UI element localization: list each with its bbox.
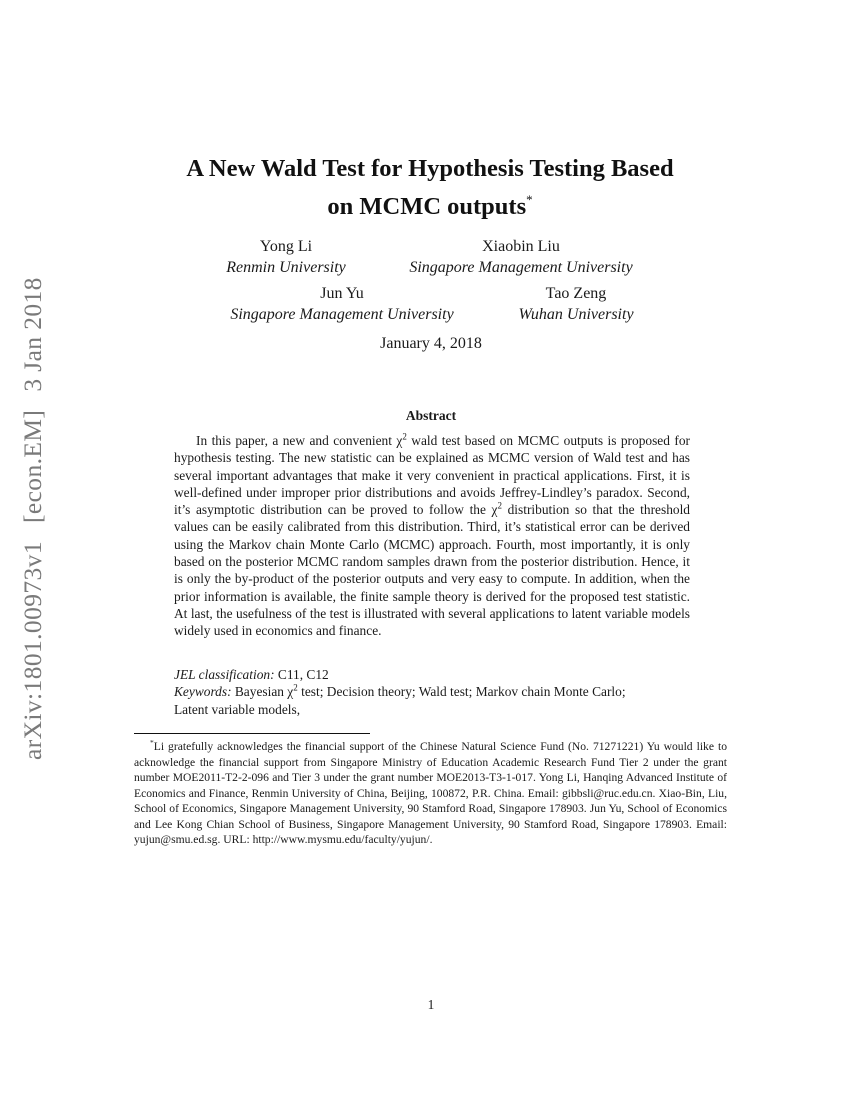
chi-squared-superscript: 2 <box>497 500 502 511</box>
keywords-label: Keywords: <box>174 684 232 700</box>
author-block <box>218 283 466 325</box>
paper-date: January 4, 2018 <box>380 335 482 352</box>
author-name: Yong Li <box>259 238 313 255</box>
abstract-part-1: In this paper, a new and convenient χ <box>196 433 403 448</box>
arxiv-identifier-stamp <box>18 255 48 760</box>
author-affiliation: Wuhan University <box>518 306 634 323</box>
author-name: Jun Yu <box>320 285 364 302</box>
arxiv-date: 3 Jan 2018 <box>18 277 47 392</box>
keywords-line-2: Latent variable models, <box>174 701 301 717</box>
title-line-1: A New Wald Test for Hypothesis Testing Based <box>186 155 674 182</box>
jel-value: C11, C12 <box>274 667 329 682</box>
chi-squared-superscript: 2 <box>402 431 407 442</box>
author-name: Tao Zeng <box>545 285 607 302</box>
classification-block <box>174 666 714 718</box>
abstract-part-2: wald test based on MCMC outputs is proposed for hypothesis testing. The new statistic can be explained as MCMC version of Wald test and has several important advantages that make it very convenient in practical applications. First, it is well-defined under improper prior distributions and avoids Jeffrey-Lindley’s paradox. Second, it’s asymptotic distribution can be proved to follow the χ <box>174 433 690 518</box>
keywords-part-2: test; Decision theory; Wald test; Markov chain Monte Carlo; <box>297 684 626 700</box>
author-affiliation: Singapore Management University <box>230 306 454 323</box>
author-block <box>398 236 644 278</box>
keywords-part-1: Bayesian χ <box>231 684 294 700</box>
title-footnote-mark: * <box>526 192 533 207</box>
author-block <box>510 283 642 325</box>
author-affiliation: Singapore Management University <box>409 259 633 276</box>
jel-label: JEL classification: <box>174 667 275 682</box>
jel-classification <box>174 666 714 683</box>
keywords <box>174 683 714 700</box>
arxiv-id: arXiv:1801.00973v1 <box>18 541 47 760</box>
author-name: Xiaobin Liu <box>482 238 560 255</box>
arxiv-category: [econ.EM] <box>18 409 47 524</box>
abstract-part-3: distribution so that the threshold values can be easily calibrated from this distribution. Third, it’s statistical error can be derived using the Markov chain Monte Carlo (MCMC) approach. Fourth, most importantly, it is only based on the posterior MCMC random samples drawn from the posterior distribution. Hence, it is only the by-product of the posterior outputs and very easy to compute. In addition, when the prior information is available, the finite sample theory is derived for the proposed test statistic. At last, the usefulness of the test is illustrated with several applications to latent variable models widely used in economics and finance. <box>174 502 691 639</box>
abstract-heading: Abstract <box>405 408 457 423</box>
footnote-mark: * <box>150 738 154 748</box>
title-line-2 <box>120 184 740 222</box>
author-affiliation: Renmin University <box>226 259 346 276</box>
title-line-2-text: on MCMC outputs <box>327 193 527 220</box>
paper-title <box>120 153 740 222</box>
chi-squared-superscript: 2 <box>293 682 298 693</box>
page-number: 1 <box>427 997 435 1012</box>
footnote-divider <box>134 733 370 734</box>
abstract-text <box>174 432 690 640</box>
author-block <box>218 236 354 278</box>
footnote-text: Li gratefully acknowledges the financial support of the Chinese Natural Science Fund (No. 71271221) Yu would like to acknowledge the financial support from Singapore Ministry of Education Academic Research Fund Tier 2 under the grant number MOE2011-T2-2-096 and Tier 3 under the grant number MOE2013-T3-1-017. Yong Li, Hanqing Advanced Institute of Economics and Finance, Renmin University of China, Beijing, 100872, P.R. China. Email: gibbsli@ruc.edu.cn. Xiao-Bin, Liu, School of Economics, Singapore Management University, 90 Stamford Road, Singapore 178903. Jun Yu, School of Economics and Lee Kong Chian School of Business, Singapore Management University, 90 Stamford Road, Singapore 178903. Email: yujun@smu.ed.sg. URL: http://www.mysmu.edu/faculty/yujun/. <box>134 740 727 846</box>
footnote <box>134 739 727 848</box>
